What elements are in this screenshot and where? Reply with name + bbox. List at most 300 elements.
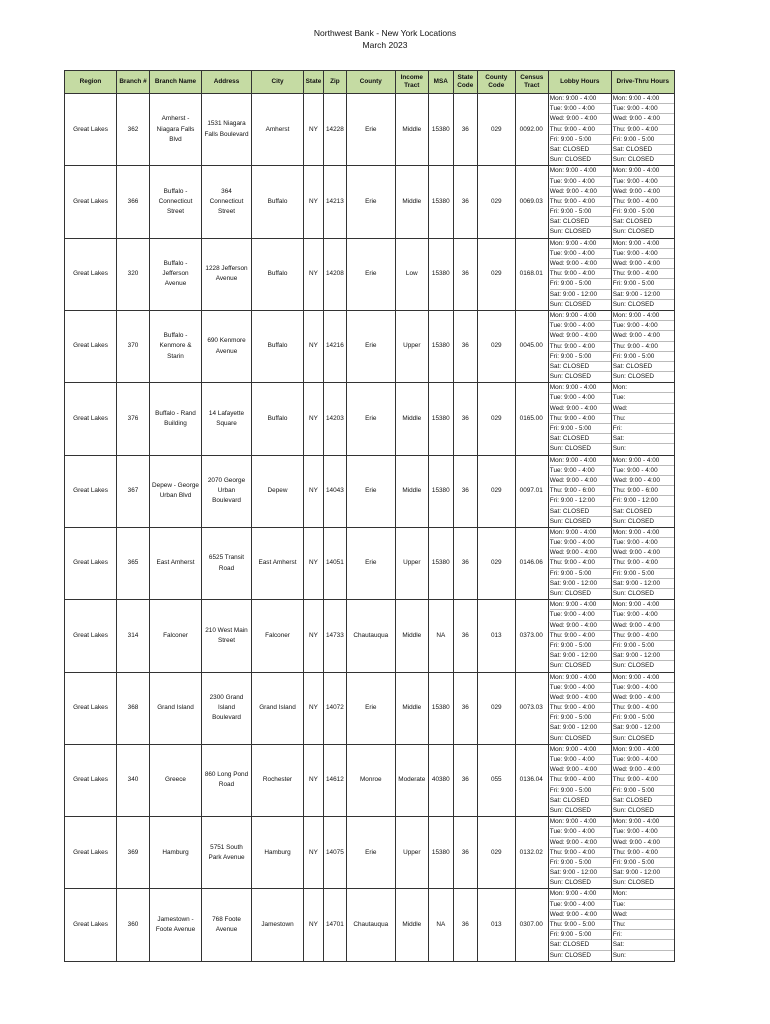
cell-census-tract xyxy=(515,527,548,599)
table-row xyxy=(65,238,675,310)
cell-county-code xyxy=(477,600,515,672)
cell-county xyxy=(346,166,395,238)
cell-zip-text: 14075 xyxy=(326,848,344,856)
drive-thru-hours-line: Sat: xyxy=(613,940,674,950)
cell-city-text: Jamestown xyxy=(261,920,294,928)
drive-thru-hours-line: Fri: 9:00 - 5:00 xyxy=(613,713,674,723)
cell-drive-thru-hours xyxy=(611,817,674,889)
lobby-hours-line: Sat: 9:00 - 12:00 xyxy=(550,723,611,733)
cell-drive-thru-hours xyxy=(611,94,674,166)
lobby-hours-line: Tue: 9:00 - 4:00 xyxy=(550,321,611,331)
cell-state xyxy=(304,527,324,599)
cell-income-tract xyxy=(395,166,428,238)
cell-zip-text: 14733 xyxy=(326,631,344,639)
cell-branch-name-text: Jamestown - Foote Avenue xyxy=(155,915,196,934)
cell-county-code-text: 029 xyxy=(490,270,502,278)
cell-zip xyxy=(324,166,347,238)
cell-income-tract-text: Middle xyxy=(402,920,422,928)
cell-state-text: NY xyxy=(309,559,318,567)
cell-branch-name-text: Buffalo - Connecticut Street xyxy=(158,187,193,216)
cell-zip-text: 14208 xyxy=(326,270,344,278)
lobby-hours-line: Sun: CLOSED xyxy=(549,373,591,381)
cell-drive-thru-hours xyxy=(611,527,674,599)
cell-state-code-text: 36 xyxy=(461,559,469,567)
drive-thru-hours-line: Sun: CLOSED xyxy=(612,156,654,164)
cell-drive-thru-hours xyxy=(611,310,674,382)
cell-branch-name-text: Buffalo - Kenmore & Starin xyxy=(159,332,192,360)
lobby-hours-line: Sat: CLOSED xyxy=(550,507,611,517)
cell-income-tract xyxy=(395,94,428,166)
cell-region-text: Great Lakes xyxy=(73,631,108,639)
table-row xyxy=(65,527,675,599)
lobby-hours-line: Thu: 9:00 - 4:00 xyxy=(550,848,611,858)
drive-thru-hours-line: Mon: 9:00 - 4:00 xyxy=(613,600,674,610)
cell-census-tract xyxy=(515,889,548,961)
cell-address xyxy=(202,238,252,310)
lobby-hours-line: Sun: CLOSED xyxy=(549,445,591,453)
cell-address xyxy=(202,94,252,166)
lobby-hours-line: Mon: 9:00 - 4:00 xyxy=(550,311,611,321)
cell-county-text: Chautauqua xyxy=(353,920,389,928)
cell-state xyxy=(304,94,324,166)
cell-county-code xyxy=(477,744,515,816)
cell-zip xyxy=(324,310,347,382)
cell-msa-text: NA xyxy=(436,920,446,928)
lobby-hours-line: Tue: 9:00 - 4:00 xyxy=(550,900,611,910)
cell-county-code xyxy=(477,527,515,599)
cell-branch-number xyxy=(117,383,150,455)
drive-thru-hours-line: Fri: 9:00 - 5:00 xyxy=(613,135,674,145)
cell-branch-name-text: Buffalo - Rand Building xyxy=(155,409,196,427)
lobby-hours-line: Mon: 9:00 - 4:00 xyxy=(550,817,611,827)
table-body xyxy=(65,94,675,962)
cell-region xyxy=(65,310,117,382)
drive-thru-hours-line: Tue: 9:00 - 4:00 xyxy=(613,177,674,187)
cell-address xyxy=(202,166,252,238)
lobby-hours-line: Fri: 9:00 - 5:00 xyxy=(550,858,611,868)
cell-county-text: Monroe xyxy=(359,776,382,784)
cell-zip xyxy=(324,94,347,166)
cell-msa-text: NA xyxy=(436,631,446,639)
drive-thru-hours-line: Fri: 9:00 - 5:00 xyxy=(613,352,674,362)
lobby-hours-line: Thu: 9:00 - 6:00 xyxy=(550,486,611,496)
cell-city xyxy=(252,166,304,238)
drive-thru-hours-line: Fri: 9:00 - 12:00 xyxy=(613,496,674,506)
cell-census-tract-text: 0165.00 xyxy=(519,414,543,422)
cell-msa xyxy=(428,94,453,166)
cell-state-text: NY xyxy=(309,920,318,928)
cell-state-text: NY xyxy=(309,776,318,784)
cell-lobby-hours xyxy=(548,672,611,744)
lobby-hours-line: Thu: 9:00 - 4:00 xyxy=(550,703,611,713)
cell-state xyxy=(304,166,324,238)
drive-thru-hours-line: Sat: CLOSED xyxy=(613,217,674,227)
drive-thru-hours-line: Wed: 9:00 - 4:00 xyxy=(613,114,674,124)
cell-state-code-text: 36 xyxy=(461,704,469,712)
lobby-hours-line: Sat: CLOSED xyxy=(550,145,611,155)
cell-zip-text: 14216 xyxy=(326,342,344,350)
cell-census-tract xyxy=(515,166,548,238)
cell-city-text: Buffalo xyxy=(267,342,288,350)
cell-branch-number-text: 365 xyxy=(127,559,139,567)
drive-thru-hours-line: Thu: 9:00 - 4:00 xyxy=(613,848,674,858)
cell-lobby-hours xyxy=(548,744,611,816)
table-row xyxy=(65,94,675,166)
lobby-hours-line: Sun: CLOSED xyxy=(549,879,591,887)
cell-census-tract xyxy=(515,455,548,527)
lobby-hours-line: Tue: 9:00 - 4:00 xyxy=(550,177,611,187)
cell-zip-text: 14701 xyxy=(326,920,344,928)
header-census-tract: Census Tract xyxy=(515,71,548,94)
lobby-hours-line: Tue: 9:00 - 4:00 xyxy=(550,755,611,765)
lobby-hours-line: Mon: 9:00 - 4:00 xyxy=(550,456,611,466)
drive-thru-hours-line: Tue: 9:00 - 4:00 xyxy=(613,683,674,693)
drive-thru-hours-line: Tue: xyxy=(613,900,674,910)
header-state: State xyxy=(304,71,324,94)
drive-thru-hours-line: Wed: 9:00 - 4:00 xyxy=(613,693,674,703)
cell-drive-thru-hours xyxy=(611,455,674,527)
cell-county-code xyxy=(477,383,515,455)
cell-county-code-text: 013 xyxy=(490,631,502,639)
cell-census-tract xyxy=(515,600,548,672)
drive-thru-hours-line: Thu: 9:00 - 4:00 xyxy=(613,342,674,352)
cell-branch-name xyxy=(150,744,202,816)
lobby-hours-line: Sun: CLOSED xyxy=(549,951,591,959)
cell-county xyxy=(346,672,395,744)
cell-branch-number-text: 369 xyxy=(127,848,139,856)
cell-county xyxy=(346,744,395,816)
cell-branch-number-text: 376 xyxy=(127,414,139,422)
cell-zip-text: 14213 xyxy=(326,197,344,205)
lobby-hours-line: Tue: 9:00 - 4:00 xyxy=(550,104,611,114)
cell-county-code-text: 029 xyxy=(490,487,502,495)
cell-address-text: 210 West Main Street xyxy=(205,626,248,644)
cell-state-code-text: 36 xyxy=(461,342,469,350)
lobby-hours-line: Wed: 9:00 - 4:00 xyxy=(550,331,611,341)
cell-income-tract xyxy=(395,889,428,961)
cell-city-text: Grand Island xyxy=(259,704,296,712)
lobby-hours-line: Mon: 9:00 - 4:00 xyxy=(550,94,611,104)
cell-state-code xyxy=(453,94,477,166)
cell-region-text: Great Lakes xyxy=(73,559,108,567)
cell-income-tract xyxy=(395,600,428,672)
cell-branch-name xyxy=(150,455,202,527)
cell-branch-number xyxy=(117,166,150,238)
cell-state xyxy=(304,600,324,672)
cell-state-code-text: 36 xyxy=(461,848,469,856)
drive-thru-hours-line: Tue: 9:00 - 4:00 xyxy=(613,755,674,765)
cell-income-tract xyxy=(395,310,428,382)
cell-drive-thru-hours xyxy=(611,672,674,744)
cell-region-text: Great Lakes xyxy=(73,342,108,350)
drive-thru-hours-line: Thu: 9:00 - 4:00 xyxy=(613,197,674,207)
cell-region-text: Great Lakes xyxy=(73,920,108,928)
cell-county-code-text: 029 xyxy=(490,848,502,856)
cell-lobby-hours xyxy=(548,310,611,382)
cell-city-text: Rochester xyxy=(262,776,293,784)
cell-branch-name-text: Falconer xyxy=(163,631,188,639)
cell-lobby-hours xyxy=(548,817,611,889)
cell-state-text: NY xyxy=(309,704,318,712)
cell-income-tract-text: Middle xyxy=(402,125,422,133)
drive-thru-hours-line: Thu: xyxy=(613,920,674,930)
header-city: City xyxy=(252,71,304,94)
cell-branch-name-text: Greece xyxy=(165,776,186,784)
cell-state-code xyxy=(453,455,477,527)
drive-thru-hours-line: Thu: 9:00 - 4:00 xyxy=(613,703,674,713)
cell-branch-number-text: 370 xyxy=(127,342,139,350)
drive-thru-hours-line: Sat: 9:00 - 12:00 xyxy=(613,723,674,733)
cell-state-code xyxy=(453,817,477,889)
drive-thru-hours-line: Mon: xyxy=(613,383,674,393)
cell-branch-name xyxy=(150,310,202,382)
drive-thru-hours-line: Tue: 9:00 - 4:00 xyxy=(613,827,674,837)
cell-zip-text: 14203 xyxy=(326,414,344,422)
cell-income-tract-text: Middle xyxy=(402,704,422,712)
cell-county-code xyxy=(477,455,515,527)
cell-state-code-text: 36 xyxy=(461,631,469,639)
cell-state xyxy=(304,238,324,310)
cell-zip xyxy=(324,455,347,527)
lobby-hours-line: Sun: CLOSED xyxy=(549,734,591,742)
cell-address xyxy=(202,455,252,527)
cell-county-code xyxy=(477,238,515,310)
drive-thru-hours-line: Fri: 9:00 - 5:00 xyxy=(613,858,674,868)
cell-state xyxy=(304,672,324,744)
table-row xyxy=(65,310,675,382)
drive-thru-hours-line: Thu: 9:00 - 4:00 xyxy=(613,558,674,568)
cell-city xyxy=(252,238,304,310)
cell-state-text: NY xyxy=(309,197,318,205)
cell-county-code xyxy=(477,817,515,889)
lobby-hours-line: Fri: 9:00 - 5:00 xyxy=(550,279,611,289)
drive-thru-hours-line: Mon: 9:00 - 4:00 xyxy=(613,745,674,755)
cell-address-text: 768 Foote Avenue xyxy=(212,915,241,934)
lobby-hours-line: Mon: 9:00 - 4:00 xyxy=(550,673,611,683)
cell-state-code-text: 36 xyxy=(461,125,469,133)
cell-drive-thru-hours xyxy=(611,889,674,961)
cell-state-code xyxy=(453,889,477,961)
cell-branch-number xyxy=(117,889,150,961)
drive-thru-hours-line: Sun: xyxy=(612,445,626,453)
drive-thru-hours-line: Sun: CLOSED xyxy=(612,373,654,381)
cell-branch-number-text: 360 xyxy=(127,920,139,928)
lobby-hours-line: Fri: 9:00 - 5:00 xyxy=(550,786,611,796)
cell-city-text: Buffalo xyxy=(267,197,288,205)
lobby-hours-line: Thu: 9:00 - 4:00 xyxy=(550,558,611,568)
cell-address-text: 6525 Transit Road xyxy=(208,554,245,572)
cell-branch-name xyxy=(150,166,202,238)
drive-thru-hours-line: Wed: 9:00 - 4:00 xyxy=(613,187,674,197)
cell-state-code-text: 36 xyxy=(461,776,469,784)
cell-census-tract-text: 0136.04 xyxy=(519,776,543,784)
cell-msa xyxy=(428,889,453,961)
lobby-hours-line: Mon: 9:00 - 4:00 xyxy=(550,600,611,610)
lobby-hours-line: Thu: 9:00 - 4:00 xyxy=(550,631,611,641)
lobby-hours-line: Wed: 9:00 - 4:00 xyxy=(550,259,611,269)
cell-branch-name-text: Amherst - Niagara Falls Blvd xyxy=(156,115,195,143)
drive-thru-hours-line: Sun: CLOSED xyxy=(612,590,654,597)
cell-city xyxy=(252,527,304,599)
lobby-hours-line: Fri: 9:00 - 5:00 xyxy=(550,569,611,579)
cell-zip xyxy=(324,238,347,310)
drive-thru-hours-line: Wed: 9:00 - 4:00 xyxy=(613,621,674,631)
cell-census-tract-text: 0045.00 xyxy=(519,342,543,350)
cell-state xyxy=(304,744,324,816)
table-row xyxy=(65,744,675,816)
cell-city-text: Amherst xyxy=(265,125,290,133)
drive-thru-hours-line: Fri: xyxy=(613,930,674,940)
cell-address xyxy=(202,600,252,672)
cell-branch-number xyxy=(117,600,150,672)
cell-census-tract-text: 0132.02 xyxy=(519,848,543,856)
lobby-hours-line: Fri: 9:00 - 5:00 xyxy=(550,713,611,723)
cell-county-code xyxy=(477,94,515,166)
table-row xyxy=(65,889,675,961)
cell-region xyxy=(65,527,117,599)
cell-zip-text: 14051 xyxy=(326,559,344,567)
cell-msa-text: 15380 xyxy=(431,125,450,133)
cell-msa xyxy=(428,600,453,672)
cell-branch-name-text: Grand Island xyxy=(157,704,194,712)
cell-branch-number xyxy=(117,817,150,889)
cell-state-code-text: 36 xyxy=(461,197,469,205)
lobby-hours-line: Wed: 9:00 - 4:00 xyxy=(550,910,611,920)
drive-thru-hours-line: Fri: 9:00 - 5:00 xyxy=(613,207,674,217)
header-income-tract: Income Tract xyxy=(395,71,428,94)
drive-thru-hours-line: Tue: 9:00 - 4:00 xyxy=(613,104,674,114)
cell-lobby-hours xyxy=(548,238,611,310)
drive-thru-hours-line: Wed: 9:00 - 4:00 xyxy=(613,476,674,486)
lobby-hours-line: Tue: 9:00 - 4:00 xyxy=(550,393,611,403)
drive-thru-hours-line: Mon: 9:00 - 4:00 xyxy=(613,311,674,321)
cell-msa xyxy=(428,527,453,599)
cell-msa-text: 15380 xyxy=(431,342,450,350)
cell-branch-number-text: 368 xyxy=(127,704,139,712)
drive-thru-hours-line: Sun: CLOSED xyxy=(612,879,654,887)
cell-state-code xyxy=(453,672,477,744)
drive-thru-hours-line: Sun: xyxy=(612,951,626,959)
cell-census-tract xyxy=(515,744,548,816)
cell-zip-text: 14043 xyxy=(326,487,344,495)
cell-msa xyxy=(428,744,453,816)
table-row xyxy=(65,672,675,744)
cell-state-text: NY xyxy=(309,270,318,278)
header-msa: MSA xyxy=(428,71,453,94)
cell-census-tract-text: 0373.00 xyxy=(519,631,543,639)
lobby-hours-line: Tue: 9:00 - 4:00 xyxy=(550,466,611,476)
lobby-hours-line: Mon: 9:00 - 4:00 xyxy=(550,745,611,755)
cell-state xyxy=(304,889,324,961)
drive-thru-hours-line: Fri: xyxy=(613,424,674,434)
drive-thru-hours-line: Sat: CLOSED xyxy=(613,362,674,372)
cell-address-text: 860 Long Pond Road xyxy=(204,771,249,789)
cell-lobby-hours xyxy=(548,383,611,455)
header-county: County xyxy=(346,71,395,94)
lobby-hours-line: Wed: 9:00 - 4:00 xyxy=(550,621,611,631)
lobby-hours-line: Wed: 9:00 - 4:00 xyxy=(550,114,611,124)
cell-city-text: Depew xyxy=(267,487,288,495)
cell-branch-name xyxy=(150,94,202,166)
lobby-hours-line: Thu: 9:00 - 5:00 xyxy=(550,920,611,930)
cell-region-text: Great Lakes xyxy=(73,270,108,278)
drive-thru-hours-line: Mon: 9:00 - 4:00 xyxy=(613,166,674,176)
lobby-hours-line: Wed: 9:00 - 4:00 xyxy=(550,548,611,558)
drive-thru-hours-line: Sat: CLOSED xyxy=(613,145,674,155)
lobby-hours-line: Mon: 9:00 - 4:00 xyxy=(550,166,611,176)
cell-city xyxy=(252,310,304,382)
lobby-hours-line: Fri: 9:00 - 5:00 xyxy=(550,930,611,940)
cell-branch-name xyxy=(150,889,202,961)
locations-table xyxy=(64,70,675,962)
cell-city xyxy=(252,744,304,816)
drive-thru-hours-line: Thu: 9:00 - 4:00 xyxy=(613,775,674,785)
cell-county xyxy=(346,889,395,961)
cell-census-tract-text: 0097.01 xyxy=(519,487,543,495)
lobby-hours-line: Sat: CLOSED xyxy=(550,217,611,227)
cell-region xyxy=(65,600,117,672)
drive-thru-hours-line: Thu: 9:00 - 6:00 xyxy=(613,486,674,496)
lobby-hours-line: Sun: CLOSED xyxy=(549,300,591,308)
cell-msa xyxy=(428,166,453,238)
lobby-hours-line: Tue: 9:00 - 4:00 xyxy=(550,538,611,548)
cell-state-code-text: 36 xyxy=(461,414,469,422)
cell-zip xyxy=(324,600,347,672)
lobby-hours-line: Thu: 9:00 - 4:00 xyxy=(550,197,611,207)
cell-zip xyxy=(324,817,347,889)
lobby-hours-line: Sat: CLOSED xyxy=(550,362,611,372)
cell-county-code-text: 029 xyxy=(490,197,502,205)
lobby-hours-line: Sun: CLOSED xyxy=(549,662,591,670)
lobby-hours-line: Sat: 9:00 - 12:00 xyxy=(550,579,611,589)
cell-branch-number xyxy=(117,310,150,382)
lobby-hours-line: Tue: 9:00 - 4:00 xyxy=(550,683,611,693)
cell-city-text: Falconer xyxy=(265,631,290,639)
cell-city-text: Buffalo xyxy=(267,414,288,422)
cell-census-tract-text: 0168.01 xyxy=(519,270,543,278)
cell-branch-number xyxy=(117,744,150,816)
lobby-hours-line: Tue: 9:00 - 4:00 xyxy=(550,610,611,620)
cell-address xyxy=(202,672,252,744)
drive-thru-hours-line: Sat: CLOSED xyxy=(613,507,674,517)
cell-msa-text: 15380 xyxy=(431,197,450,205)
cell-branch-name xyxy=(150,600,202,672)
cell-branch-number-text: 340 xyxy=(127,776,139,784)
cell-income-tract xyxy=(395,383,428,455)
drive-thru-hours-line: Sat: 9:00 - 12:00 xyxy=(613,290,674,300)
drive-thru-hours-line: Tue: 9:00 - 4:00 xyxy=(613,538,674,548)
cell-region-text: Great Lakes xyxy=(73,848,108,856)
cell-county-text: Erie xyxy=(365,270,377,278)
lobby-hours-line: Fri: 9:00 - 5:00 xyxy=(550,424,611,434)
cell-city-text: Buffalo xyxy=(267,270,288,278)
drive-thru-hours-line: Sun: CLOSED xyxy=(612,734,654,742)
cell-income-tract-text: Middle xyxy=(402,197,422,205)
cell-address-text: 364 Connecticut Street xyxy=(209,187,244,216)
drive-thru-hours-line: Thu: 9:00 - 4:00 xyxy=(613,631,674,641)
cell-county xyxy=(346,455,395,527)
cell-region-text: Great Lakes xyxy=(73,414,108,422)
cell-county-text: Chautauqua xyxy=(353,631,389,639)
drive-thru-hours-line: Fri: 9:00 - 5:00 xyxy=(613,641,674,651)
cell-state-code xyxy=(453,383,477,455)
header-drive-thru-hours: Drive-Thru Hours xyxy=(611,71,674,94)
cell-city xyxy=(252,817,304,889)
cell-address xyxy=(202,310,252,382)
cell-drive-thru-hours xyxy=(611,600,674,672)
drive-thru-hours-line: Fri: 9:00 - 5:00 xyxy=(613,279,674,289)
cell-state-code xyxy=(453,166,477,238)
